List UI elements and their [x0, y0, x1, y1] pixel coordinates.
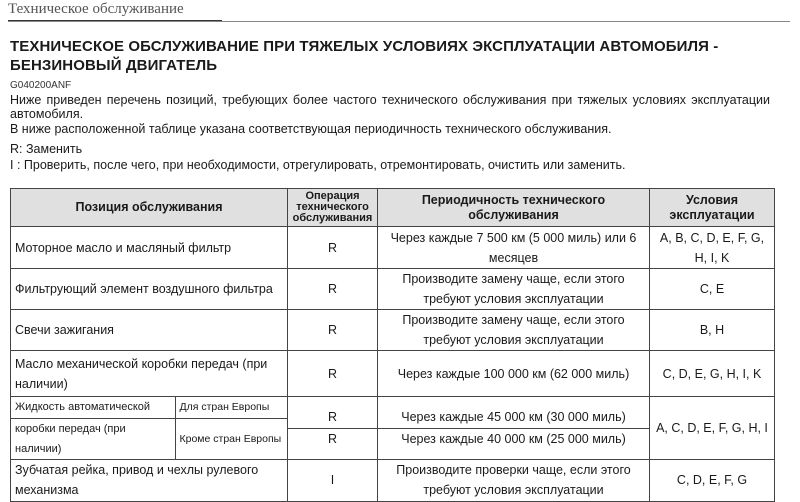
section-header: Техническое обслуживание: [8, 0, 222, 22]
row-conditions: C, D, E, G, H, I, K: [650, 351, 775, 397]
intro-paragraph-2: В ниже расположенной таблице указана соответствующая периодичность технического обслуживания.: [10, 122, 612, 136]
maintenance-table: [10, 188, 775, 502]
atf-item-cell: [11, 397, 288, 460]
table-row-atf: [11, 397, 775, 460]
row-conditions: B, H: [650, 310, 775, 351]
atf-region-non-europe: Кроме стран Европы: [179, 432, 282, 445]
row-conditions: C, D, E, F, G: [650, 459, 775, 501]
atf-op-non-europe: R: [327, 431, 338, 446]
document-code: G040200ANF: [10, 80, 72, 91]
row-item: Масло механической коробки передач (при наличии): [11, 351, 288, 397]
row-interval: Производите замену чаще, если этого требуют условия эксплуатации: [378, 269, 650, 310]
atf-interval-cell: [378, 397, 650, 460]
row-interval: Через каждые 100 000 км (62 000 миль): [378, 351, 650, 397]
table-row: [11, 459, 775, 501]
intro-paragraph: Ниже приведен перечень позиций, требующих более частого технического обслуживания при тяжелых условиях эксплуатации автомобиля.: [10, 93, 770, 121]
atf-interval-europe: Через каждые 45 000 км (30 000 миль): [378, 407, 649, 429]
header-interval: Периодичность технического обслуживания: [378, 189, 650, 227]
table-row: [11, 310, 775, 351]
atf-interval-non-europe: Через каждые 40 000 км (25 000 миль): [401, 431, 626, 446]
row-operation: R: [288, 310, 378, 351]
atf-item-line1: Жидкость автоматической: [11, 397, 175, 418]
row-operation: R: [288, 269, 378, 310]
atf-conditions: A, C, D, E, F, G, H, I: [650, 397, 775, 460]
row-item: Моторное масло и масляный фильтр: [11, 227, 288, 269]
row-operation: I: [288, 459, 378, 501]
table-row: [11, 351, 775, 397]
table-row: [11, 269, 775, 310]
atf-op-europe: R: [288, 407, 377, 429]
page-title: ТЕХНИЧЕСКОЕ ОБСЛУЖИВАНИЕ ПРИ ТЯЖЕЛЫХ УСЛОВИЯХ ЭКСПЛУАТАЦИИ АВТОМОБИЛЯ - БЕНЗИНОВЫЙ ДВИГАТЕЛЬ: [10, 38, 719, 74]
row-item: Фильтрующий элемент воздушного фильтра: [11, 269, 288, 310]
table-header-row: [11, 189, 775, 227]
header-conditions: Условия эксплуатации: [650, 189, 775, 227]
table-row: [11, 227, 775, 269]
row-operation: R: [288, 351, 378, 397]
atf-item-line2: коробки передач (при наличии): [11, 418, 175, 459]
header-item: Позиция обслуживания: [11, 189, 288, 227]
row-operation: R: [288, 227, 378, 269]
row-item: Свечи зажигания: [11, 310, 288, 351]
row-item: Зубчатая рейка, привод и чехлы рулевого механизма: [11, 459, 288, 501]
atf-operation-cell: [288, 397, 378, 460]
atf-region-europe: Для стран Европы: [175, 397, 287, 418]
header-rule: [8, 21, 790, 22]
row-conditions: C, E: [650, 269, 775, 310]
row-interval: Производите замену чаще, если этого требуют условия эксплуатации: [378, 310, 650, 351]
row-conditions: A, B, C, D, E, F, G, H, I, K: [650, 227, 775, 269]
row-interval: Через каждые 7 500 км (5 000 миль) или 6 месяцев: [378, 227, 650, 269]
row-interval: Производите проверки чаще, если этого требуют условия эксплуатации: [378, 459, 650, 501]
header-operation: Операция технического обслуживания: [288, 189, 378, 227]
legend-inspect: I : Проверить, после чего, при необходимости, отрегулировать, отремонтировать, очистить или заменить.: [10, 158, 626, 172]
legend-replace: R: Заменить: [10, 142, 83, 156]
